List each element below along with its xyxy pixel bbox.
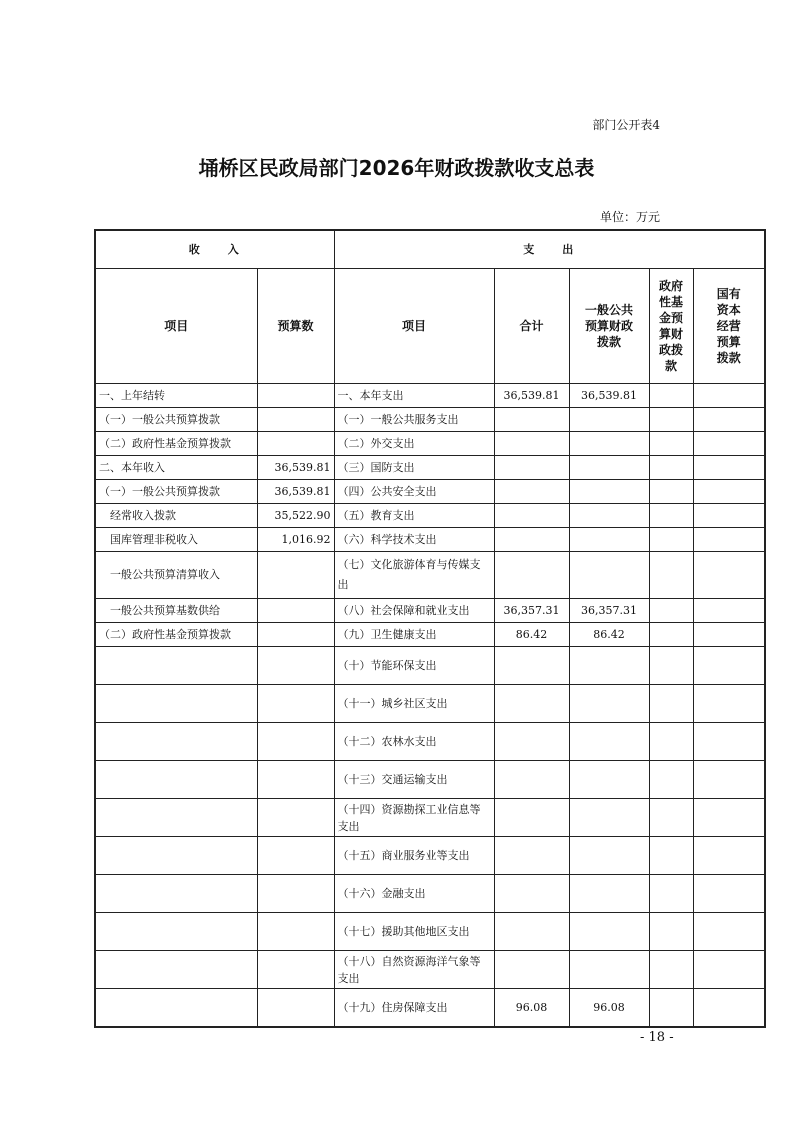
- table-cell: [693, 528, 765, 552]
- col-state-capital: 国有资本经营预算拨款: [693, 269, 765, 384]
- table-cell: [693, 599, 765, 623]
- table-cell: （十六）金融支出: [334, 875, 494, 913]
- table-cell: [569, 456, 649, 480]
- table-cell: [257, 408, 334, 432]
- table-cell: 36,539.81: [257, 480, 334, 504]
- table-cell: [569, 480, 649, 504]
- table-cell: （十八）自然资源海洋气象等支出: [334, 951, 494, 989]
- table-cell: （二）外交支出: [334, 432, 494, 456]
- table-cell: [494, 528, 569, 552]
- table-cell: [569, 761, 649, 799]
- table-cell: [569, 837, 649, 875]
- table-cell: 96.08: [494, 989, 569, 1028]
- table-cell: [693, 408, 765, 432]
- table-cell: [693, 432, 765, 456]
- table-cell: [95, 723, 257, 761]
- table-cell: （五）教育支出: [334, 504, 494, 528]
- table-cell: [257, 647, 334, 685]
- table-cell: [693, 384, 765, 408]
- table-cell: （九）卫生健康支出: [334, 623, 494, 647]
- table-cell: [693, 989, 765, 1028]
- table-row: [95, 623, 765, 647]
- col-fund: 政府性基金预算财政拨款: [649, 269, 693, 384]
- table-cell: [257, 799, 334, 837]
- table-cell: [95, 951, 257, 989]
- table-cell: [257, 989, 334, 1028]
- table-cell: [257, 623, 334, 647]
- table-row: [95, 599, 765, 623]
- table-row: [95, 685, 765, 723]
- table-cell: [569, 875, 649, 913]
- table-row: [95, 799, 765, 837]
- table-cell: [569, 723, 649, 761]
- table-cell: [693, 480, 765, 504]
- table-cell: （一）一般公共服务支出: [334, 408, 494, 432]
- table-cell: [649, 480, 693, 504]
- table-cell: （七）文化旅游体育与传媒支出: [334, 552, 494, 599]
- table-cell: [649, 799, 693, 837]
- expense-header: 支 出: [334, 230, 765, 269]
- col-general: 一般公共预算财政拨款: [569, 269, 649, 384]
- table-cell: [569, 408, 649, 432]
- table-cell: 35,522.90: [257, 504, 334, 528]
- table-cell: （八）社会保障和就业支出: [334, 599, 494, 623]
- table-row: [95, 528, 765, 552]
- table-cell: [257, 761, 334, 799]
- table-cell: [649, 685, 693, 723]
- table-cell: [649, 408, 693, 432]
- table-cell: [649, 528, 693, 552]
- table-cell: （十二）农林水支出: [334, 723, 494, 761]
- table-cell: 1,016.92: [257, 528, 334, 552]
- table-row: [95, 913, 765, 951]
- table-cell: [569, 685, 649, 723]
- table-cell: [257, 837, 334, 875]
- table-row: [95, 837, 765, 875]
- table-cell: [693, 799, 765, 837]
- table-cell: （十七）援助其他地区支出: [334, 913, 494, 951]
- table-cell: （十）节能环保支出: [334, 647, 494, 685]
- table-cell: [693, 875, 765, 913]
- table-cell: 36,539.81: [569, 384, 649, 408]
- table-cell: 86.42: [494, 623, 569, 647]
- col-item: 项目: [95, 269, 257, 384]
- col-total: 合计: [494, 269, 569, 384]
- table-cell: （十五）商业服务业等支出: [334, 837, 494, 875]
- table-cell: [494, 647, 569, 685]
- table-row: [95, 723, 765, 761]
- table-cell: （四）公共安全支出: [334, 480, 494, 504]
- table-cell: （三）国防支出: [334, 456, 494, 480]
- table-cell: 36,357.31: [569, 599, 649, 623]
- col-item: 项目: [334, 269, 494, 384]
- table-cell: [569, 528, 649, 552]
- table-cell: （十九）住房保障支出: [334, 989, 494, 1028]
- table-cell: [569, 432, 649, 456]
- table-cell: [494, 875, 569, 913]
- table-cell: 36,539.81: [494, 384, 569, 408]
- table-cell: [649, 647, 693, 685]
- table-cell: 国库管理非税收入: [95, 528, 257, 552]
- table-cell: [494, 837, 569, 875]
- table-cell: [95, 875, 257, 913]
- table-cell: （十三）交通运输支出: [334, 761, 494, 799]
- table-cell: [693, 647, 765, 685]
- table-cell: [494, 456, 569, 480]
- table-row: [95, 504, 765, 528]
- table-cell: （二）政府性基金预算拨款: [95, 623, 257, 647]
- table-cell: [494, 951, 569, 989]
- table-cell: [649, 913, 693, 951]
- table-cell: [494, 432, 569, 456]
- table-cell: [649, 384, 693, 408]
- table-cell: 一般公共预算清算收入: [95, 552, 257, 599]
- table-cell: [95, 647, 257, 685]
- table-cell: （十四）资源勘探工业信息等支出: [334, 799, 494, 837]
- table-cell: [693, 552, 765, 599]
- table-cell: [649, 989, 693, 1028]
- table-row: [95, 552, 765, 599]
- table-cell: 一般公共预算基数供给: [95, 599, 257, 623]
- table-cell: [494, 761, 569, 799]
- table-cell: [257, 951, 334, 989]
- table-cell: [649, 875, 693, 913]
- table-cell: [95, 761, 257, 799]
- table-cell: 36,539.81: [257, 456, 334, 480]
- table-cell: 经常收入拨款: [95, 504, 257, 528]
- table-row: [95, 384, 765, 408]
- table-cell: [649, 837, 693, 875]
- table-cell: [95, 989, 257, 1028]
- budget-table: [94, 229, 766, 1028]
- table-row: [95, 761, 765, 799]
- table-cell: 一、本年支出: [334, 384, 494, 408]
- table-cell: [494, 408, 569, 432]
- table-cell: 96.08: [569, 989, 649, 1028]
- table-cell: 一、上年结转: [95, 384, 257, 408]
- table-cell: [95, 837, 257, 875]
- table-cell: [95, 685, 257, 723]
- table-cell: （二）政府性基金预算拨款: [95, 432, 257, 456]
- table-cell: [693, 761, 765, 799]
- table-cell: [257, 432, 334, 456]
- table-row: [95, 456, 765, 480]
- table-cell: [95, 799, 257, 837]
- table-cell: [494, 913, 569, 951]
- table-cell: [649, 623, 693, 647]
- table-row: [95, 480, 765, 504]
- table-cell: [693, 685, 765, 723]
- table-cell: [693, 623, 765, 647]
- table-cell: [569, 647, 649, 685]
- table-cell: [649, 723, 693, 761]
- table-cell: [257, 552, 334, 599]
- table-cell: [494, 685, 569, 723]
- table-row: [95, 432, 765, 456]
- table-cell: [494, 723, 569, 761]
- table-cell: [257, 685, 334, 723]
- table-cell: 36,357.31: [494, 599, 569, 623]
- table-cell: [257, 599, 334, 623]
- table-cell: 二、本年收入: [95, 456, 257, 480]
- table-cell: [494, 504, 569, 528]
- page-title: 埇桥区民政局部门2026年财政拨款收支总表: [198, 156, 595, 180]
- table-cell: [649, 552, 693, 599]
- table-cell: [494, 799, 569, 837]
- table-row: [95, 875, 765, 913]
- table-cell: （六）科学技术支出: [334, 528, 494, 552]
- table-row: [95, 989, 765, 1028]
- table-cell: [693, 837, 765, 875]
- table-cell: [649, 432, 693, 456]
- table-row: [95, 408, 765, 432]
- table-cell: [649, 599, 693, 623]
- table-cell: [257, 723, 334, 761]
- table-row: [95, 951, 765, 989]
- table-cell: [649, 504, 693, 528]
- table-cell: [569, 913, 649, 951]
- income-header: 收 入: [95, 230, 334, 269]
- table-cell: [693, 723, 765, 761]
- table-row: [95, 647, 765, 685]
- table-cell: [95, 913, 257, 951]
- table-cell: [494, 480, 569, 504]
- table-cell: （一）一般公共预算拨款: [95, 480, 257, 504]
- page-number: - 18 -: [640, 1030, 674, 1045]
- table-cell: [569, 552, 649, 599]
- table-cell: [257, 875, 334, 913]
- table-cell: （十一）城乡社区支出: [334, 685, 494, 723]
- col-budget: 预算数: [257, 269, 334, 384]
- unit-label: 单位：万元: [599, 210, 660, 224]
- table-cell: [649, 761, 693, 799]
- table-cell: [693, 913, 765, 951]
- table-cell: [693, 951, 765, 989]
- table-cell: 86.42: [569, 623, 649, 647]
- table-cell: [257, 913, 334, 951]
- table-cell: （一）一般公共预算拨款: [95, 408, 257, 432]
- table-cell: [569, 504, 649, 528]
- table-tag: 部门公开表4: [592, 118, 660, 132]
- table-cell: [569, 951, 649, 989]
- table-cell: [649, 456, 693, 480]
- table-cell: [693, 456, 765, 480]
- table-cell: [257, 384, 334, 408]
- table-cell: [693, 504, 765, 528]
- table-cell: [649, 951, 693, 989]
- table-cell: [569, 799, 649, 837]
- table-cell: [494, 552, 569, 599]
